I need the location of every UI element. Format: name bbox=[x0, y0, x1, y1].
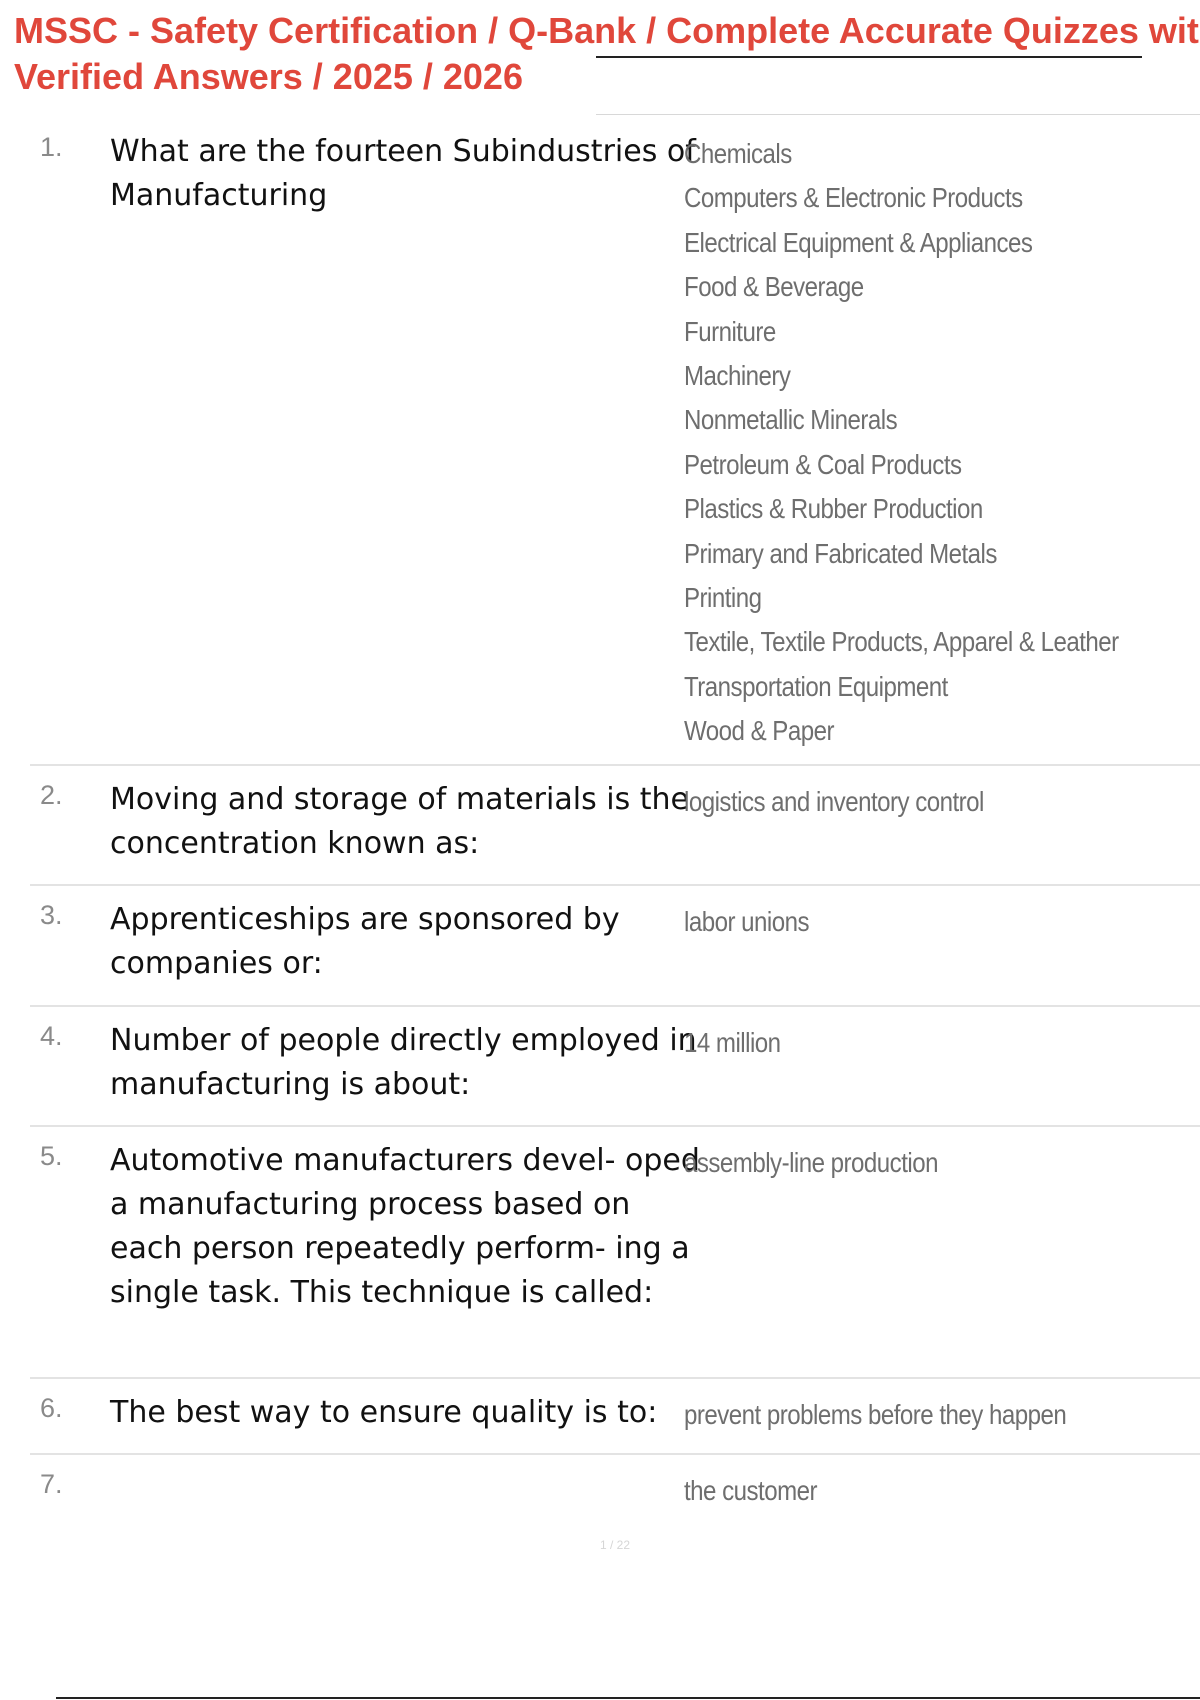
answer-text bbox=[684, 780, 1114, 824]
answer-item: Primary and Fabricated Metals bbox=[684, 537, 997, 569]
page-indicator: 1 / 22 bbox=[600, 1538, 631, 1552]
answer-text bbox=[684, 900, 1114, 944]
qa-row bbox=[30, 1007, 1200, 1127]
answer-text bbox=[684, 1469, 1114, 1513]
answer-item: Wood & Paper bbox=[684, 715, 834, 747]
qa-row bbox=[30, 118, 1200, 766]
answer-item: Transportation Equipment bbox=[684, 670, 948, 702]
qa-row bbox=[30, 1455, 1200, 1535]
question-number: 2. bbox=[40, 780, 63, 810]
answer-item: assembly-line production bbox=[684, 1147, 938, 1178]
answer-list bbox=[684, 132, 1119, 754]
question-text: Moving and storage of materials is the concentration known as: bbox=[110, 782, 689, 861]
answer-item: Nonmetallic Minerals bbox=[684, 404, 898, 436]
title-underline bbox=[596, 56, 1142, 58]
header-rule bbox=[596, 114, 1200, 115]
answer-item: Food & Beverage bbox=[684, 271, 864, 303]
answer-text bbox=[684, 1141, 1114, 1185]
answer-text bbox=[684, 1393, 1114, 1437]
document-title bbox=[14, 8, 1200, 100]
answer-item: 14 million bbox=[684, 1027, 781, 1058]
answer-item: labor unions bbox=[684, 906, 810, 937]
answer-item: Furniture bbox=[684, 315, 776, 347]
question-number: 6. bbox=[40, 1393, 63, 1423]
answer-item: Machinery bbox=[684, 360, 791, 392]
question-number: 1. bbox=[40, 132, 63, 162]
qa-row bbox=[30, 1127, 1200, 1379]
title-line-2: Verified Answers / 2025 / 2026 bbox=[14, 56, 523, 97]
question-number: 5. bbox=[40, 1141, 63, 1171]
qa-row bbox=[30, 886, 1200, 1007]
answer-text bbox=[684, 1021, 1114, 1065]
answer-item: Petroleum & Coal Products bbox=[684, 448, 962, 480]
question-text: The best way to ensure quality is to: bbox=[110, 1395, 658, 1430]
answer-item: Chemicals bbox=[684, 138, 792, 169]
question-number: 4. bbox=[40, 1021, 63, 1051]
answer-item: the customer bbox=[684, 1475, 818, 1506]
answer-item: prevent problems before they happen bbox=[684, 1399, 1067, 1430]
bottom-rule bbox=[56, 1697, 1200, 1699]
answer-item: Electrical Equipment & Appliances bbox=[684, 226, 1033, 258]
question-text: What are the fourteen Subindustries of Manufacturing bbox=[110, 134, 696, 213]
title-line-1: MSSC - Safety Certification / Q-Bank / Complete Accurate Quizzes wit bbox=[14, 10, 1199, 51]
question-number: 7. bbox=[40, 1469, 63, 1499]
question-text: Automotive manufacturers devel- oped a manufacturing process based on each person repeatedly perform- ing a single task. This technique is called: bbox=[110, 1143, 700, 1310]
answer-item: Plastics & Rubber Production bbox=[684, 493, 983, 525]
answer-item: Printing bbox=[684, 582, 762, 614]
qa-table bbox=[30, 118, 1200, 1535]
question-text: Apprenticeships are sponsored by companies or: bbox=[110, 902, 620, 981]
question-text: Number of people directly employed in manufacturing is about: bbox=[110, 1023, 697, 1102]
answer-item: Textile, Textile Products, Apparel & Leather bbox=[684, 626, 1119, 658]
qa-row bbox=[30, 1379, 1200, 1455]
qa-row bbox=[30, 766, 1200, 886]
question-number: 3. bbox=[40, 900, 63, 930]
answer-item: logistics and inventory control bbox=[684, 786, 984, 817]
answer-item: Computers & Electronic Products bbox=[684, 182, 1023, 214]
